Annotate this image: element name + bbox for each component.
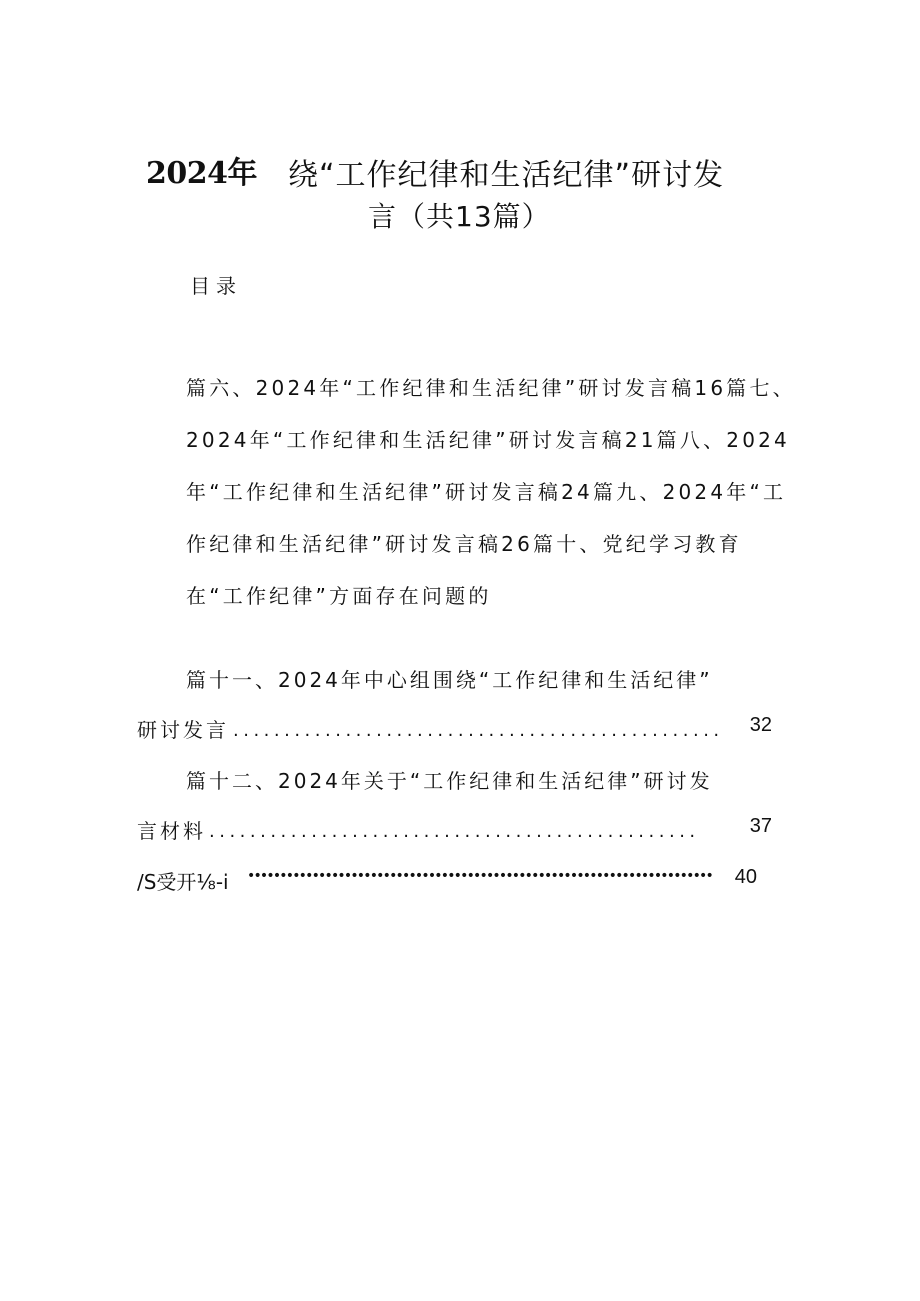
toc-entry-12-line-2: 言材料 [137, 815, 206, 844]
toc-entry-13-row [137, 866, 757, 896]
toc-entry-12-row [137, 815, 772, 845]
toc-entry-11-line-2: 研讨发言 [137, 714, 229, 743]
toc-entry-11-page: 32 [749, 714, 772, 736]
toc-paragraph: 篇六、2024年“工作纪律和生活纪律”研讨发言稿16篇七、2024年“工作纪律和生活纪律”研讨发言稿21篇八、2024年“工作纪律和生活纪律”研讨发言稿24篇九、2024年“工作纪律和生活纪律”研讨发言稿26篇十、党纪学习教育在“工作纪律”方面存在问题的 [186, 376, 796, 608]
toc-entry-13-page: 40 [734, 866, 757, 888]
toc-entry-12-line-1: 篇十二、2024年关于“工作纪律和生活纪律”研讨发 [186, 769, 713, 793]
toc-dot-leader: ................................................ [233, 720, 724, 741]
toc-entry-11-row [137, 714, 772, 744]
title-year: 2024年 [146, 156, 257, 191]
toc-entry-11-line-1: 篇十一、2024年中心组围绕“工作纪律和生活纪律” [186, 668, 713, 692]
document-title-line-2: 言（共13篇） [368, 200, 551, 233]
title-main: 绕“工作纪律和生活纪律”研讨发 [288, 158, 725, 193]
toc-entry-13-label: /S受开⅛-i [137, 870, 229, 894]
document-title-line-1 [0, 148, 920, 198]
toc-entry-12-page: 37 [749, 815, 772, 837]
toc-dot-leader: ................................................ [209, 821, 700, 842]
toc-bullet-leader: •••••••••••••••••••••••••••••••••••••••••••••••••••••••••••••••••••••••• [247, 868, 712, 884]
toc-heading: 目录 [190, 274, 242, 298]
